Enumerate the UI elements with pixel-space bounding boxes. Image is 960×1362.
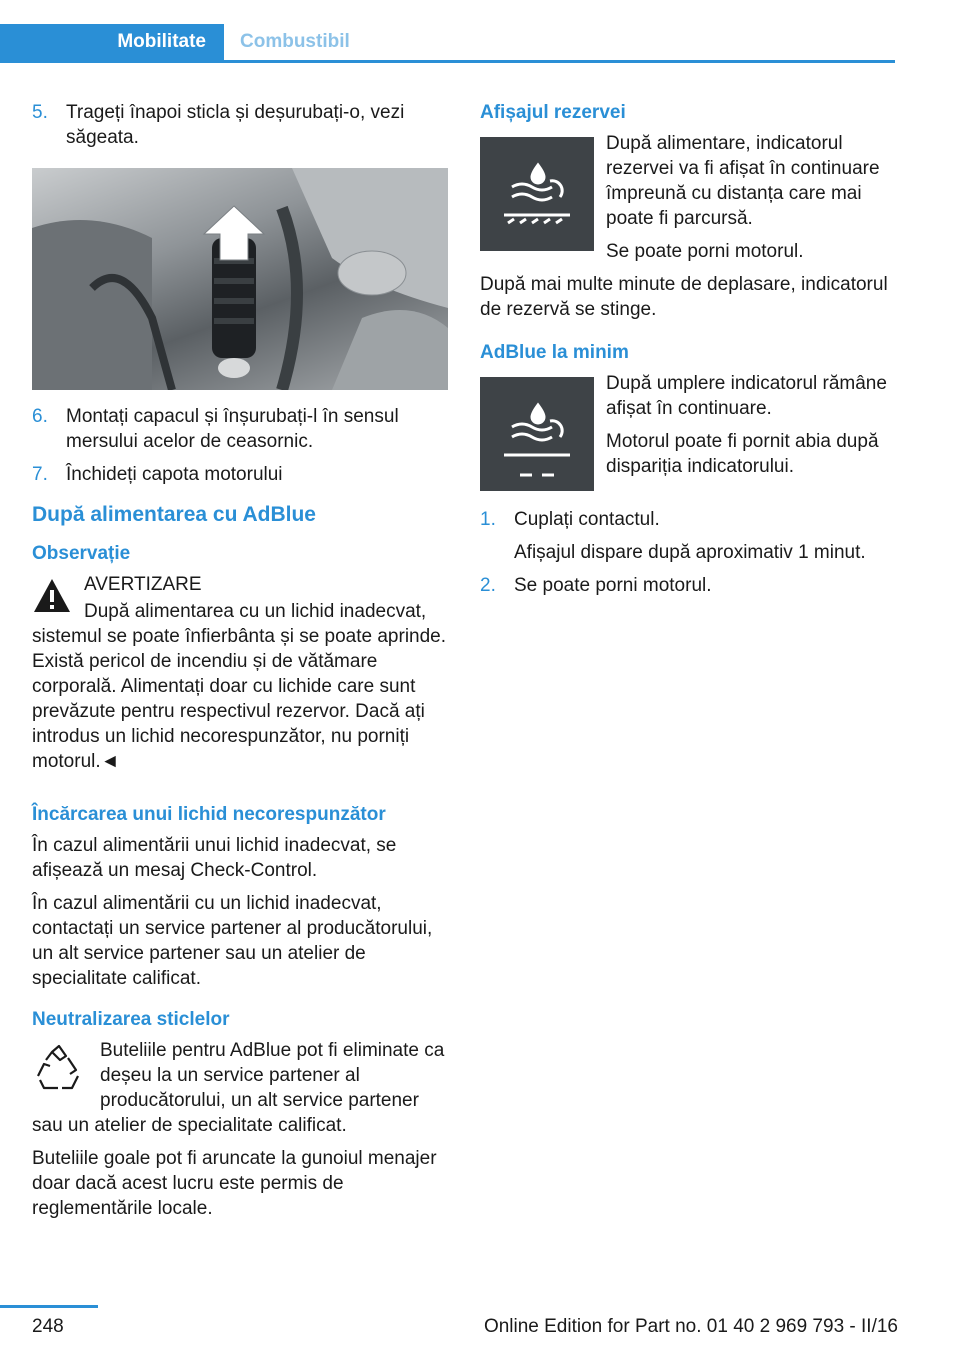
step-6 [32,404,448,454]
right-column [480,100,896,606]
adblue-indicator-icon [480,137,594,251]
step-number: 7. [32,464,48,485]
left-column [32,100,448,1229]
reserve-indicator-block [480,131,896,272]
afisaj-paragraph-1: După alimentare, indicatorul rezervei va fi afișat în continuare împreună cu distanța care mai poate fi parcursă. [606,133,880,229]
recycle-block [32,1038,448,1146]
step-5 [32,100,448,150]
subheading-afisaj: Afișajul rezervei [480,102,626,123]
step-number: 6. [32,406,48,427]
step-text: Închideți capota motorului [66,464,283,485]
step-text: Trageți înapoi sticla și deșurubați-o, vezi săgeata. [66,102,405,148]
tab-bar [0,24,895,62]
step-1 [480,507,896,532]
step-7 [32,462,448,487]
afisaj-paragraph-3: După mai multe minute de deplasare, indicatorul de rezervă se stinge. [480,274,888,320]
warning-block [32,572,448,782]
minim-paragraph-1: După umplere indicatorul rămâne afișat în continuare. [606,373,887,419]
step-2 [480,573,896,598]
subheading-minim: AdBlue la minim [480,342,629,363]
engine-bay-photo [32,168,448,390]
tab-divider [0,60,895,63]
tab-mobilitate[interactable]: Mobilitate [0,24,224,60]
subheading-incarcare: Încărcarea unui lichid necorespunzător [32,804,386,825]
tab-combustibil[interactable]: Combustibil [240,31,350,52]
warning-title: AVERTIZARE [84,574,202,595]
footer-divider [0,1305,98,1308]
subheading-observatie: Observație [32,543,131,564]
recycle-icon [32,1042,86,1096]
warning-text: După alimentarea cu un lichid inadecvat, sistemul se poate înfierbânta și se poate aprinde. Există pericol de incendiu și de vătămare corporală. Alimentați doar cu lichide care sunt prevăzute pentru respectivul rezervor. Dacă ați introdus un lichid necorespunzător, nu porniți motorul.◄ [32,601,447,772]
step-number: 5. [32,102,48,123]
step-text: Se poate porni motorul. [514,575,712,596]
page-number: 248 [32,1316,64,1337]
edition-info: Online Edition for Part no. 01 40 2 969 793 - II/16 [483,1316,898,1337]
step-text: Cuplați contactul. [514,509,660,530]
warning-triangle-icon [32,576,72,616]
step-text: Montați capacul și înșurubați-l în sensul mersului acelor de ceasornic. [66,406,399,452]
subheading-neutralizare: Neutralizarea sticlelor [32,1009,230,1030]
step-number: 1. [480,509,496,530]
neutralizare-paragraph-2: Buteliile goale pot fi aruncate la gunoiul menajer doar dacă acest lucru este permis de reglementările locale. [32,1148,437,1219]
step-1-note: Afișajul dispare după aproximativ 1 minut. [514,542,866,563]
incarcare-paragraph-1: În cazul alimentării unui lichid inadecvat, se afișează un mesaj Check-Control. [32,835,397,881]
adblue-minimum-icon [480,377,594,491]
minimum-indicator-block [480,371,896,497]
minim-paragraph-2: Motorul poate fi pornit abia după dispariția indicatorului. [606,431,879,477]
afisaj-paragraph-2: Se poate porni motorul. [606,241,804,262]
incarcare-paragraph-2: În cazul alimentării cu un lichid inadecvat, contactați un service partener al producătorului, un alt service partener sau un atelier de specialitate calificat. [32,893,433,989]
step-number: 2. [480,575,496,596]
engine-photo-illustration [32,168,448,390]
section-heading: După alimentarea cu AdBlue [32,503,316,526]
neutralizare-paragraph-1: Buteliile pentru AdBlue pot fi eliminate ca deșeu la un service partener al producătorului, un alt service partener sau un atelier de specialitate calificat. [32,1040,445,1136]
